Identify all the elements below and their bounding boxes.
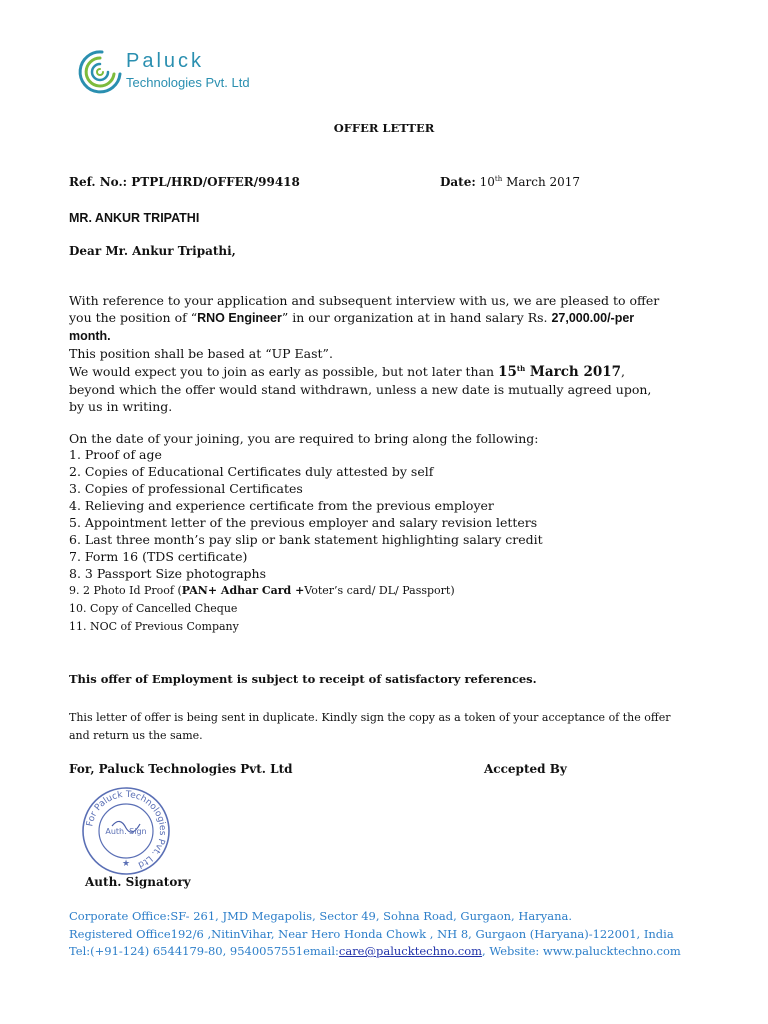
svg-text:★: ★ — [121, 859, 131, 869]
website-text: , Website: www.palucktechno.com — [482, 944, 681, 958]
footer-address — [69, 908, 729, 961]
list-item: 8. 3 Passport Size photographs — [69, 566, 266, 581]
documents-intro: On the date of your joining, you are required to bring along the following: — [69, 431, 539, 446]
logo-name: Paluck — [126, 50, 205, 72]
reference-number: Ref. No.: PTPL/HRD/OFFER/99418 — [69, 175, 300, 189]
date-label: Date: — [440, 175, 476, 189]
offer-paragraph — [69, 292, 669, 362]
offer-text-a: With reference to your application and subsequent interview with us, we are pleased to offer you the position of “ — [69, 293, 660, 325]
item9-text-c: Voter’s card/ DL/ Passport) — [304, 584, 455, 597]
item9-text-a: 9. 2 Photo Id Proof ( — [69, 584, 182, 597]
documents-list — [69, 446, 709, 636]
list-item — [69, 582, 709, 600]
offer-salary: 27,000.00/-per month. — [69, 311, 635, 343]
registered-office: Registered Office192/6 ,NitinVihar, Near Hero Honda Chowk , NH 8, Gurgaon (Haryana)-122001, India — [69, 926, 674, 941]
joining-suffix: th — [516, 364, 526, 373]
salutation: Dear Mr. Ankur Tripathi, — [69, 244, 236, 258]
list-item: 3. Copies of professional Certificates — [69, 481, 303, 496]
list-item: 5. Appointment letter of the previous employer and salary revision letters — [69, 515, 538, 530]
joining-text-b: , beyond which the offer would stand withdrawn, unless a new date is mutually agreed upon, by us in writing. — [69, 364, 652, 415]
svg-text:Auth. Sign: Auth. Sign — [105, 827, 147, 836]
list-item: 7. Form 16 (TDS certificate) — [69, 549, 248, 564]
corporate-office: Corporate Office:SF- 261, JMD Megapolis, Sector 49, Sohna Road, Gurgaon, Haryana. — [69, 909, 573, 923]
logo-subtitle: Technologies Pvt. Ltd — [126, 75, 250, 90]
offer-role: RNO Engineer — [197, 311, 282, 325]
offer-text-b: ” in our organization at in hand salary Rs. — [281, 310, 552, 325]
email-link[interactable]: care@palucktechno.com — [338, 944, 483, 958]
svg-text:For Paluck Technologies Pvt. L: For Paluck Technologies Pvt. Ltd — [85, 789, 168, 870]
duplicate-note: This letter of offer is being sent in duplicate. Kindly sign the copy as a token of your acceptance of the offer and return us the same. — [69, 711, 671, 742]
list-item: 2. Copies of Educational Certificates duly attested by self — [69, 464, 434, 479]
company-sign-label: For, Paluck Technologies Pvt. Ltd — [69, 762, 293, 776]
list-item: 4. Relieving and experience certificate from the previous employer — [69, 498, 494, 513]
list-item: 1. Proof of age — [69, 447, 162, 462]
date-rest: March 2017 — [506, 175, 581, 189]
list-item: 6. Last three month’s pay slip or bank statement highlighting salary credit — [69, 532, 543, 547]
references-note: This offer of Employment is subject to receipt of satisfactory references. — [69, 672, 537, 686]
company-seal-icon — [76, 786, 176, 876]
auth-signatory: Auth. Signatory — [85, 875, 191, 889]
joining-text-a: We would expect you to join as early as possible, but not later than — [69, 364, 499, 380]
item9-bold: PAN+ Adhar Card + — [181, 584, 305, 597]
contact-line — [69, 943, 729, 961]
joining-day: 15 — [498, 364, 517, 381]
recipient-name: MR. ANKUR TRIPATHI — [69, 211, 200, 225]
list-item: 11. NOC of Previous Company — [69, 620, 239, 633]
document-title: OFFER LETTER — [333, 121, 435, 135]
date-day: 10 — [479, 175, 495, 189]
joining-month: March 2017 — [525, 364, 622, 381]
date-suffix: th — [494, 175, 503, 183]
joining-paragraph — [69, 360, 669, 415]
contact-tel: Tel:(+91-124) 6544179-80, 9540057551email: — [69, 944, 339, 958]
letter-date — [440, 175, 580, 189]
list-item: 10. Copy of Cancelled Cheque — [69, 602, 238, 615]
accepted-by-label: Accepted By — [484, 762, 567, 776]
offer-text-c: This position shall be based at “UP East”. — [69, 346, 333, 361]
